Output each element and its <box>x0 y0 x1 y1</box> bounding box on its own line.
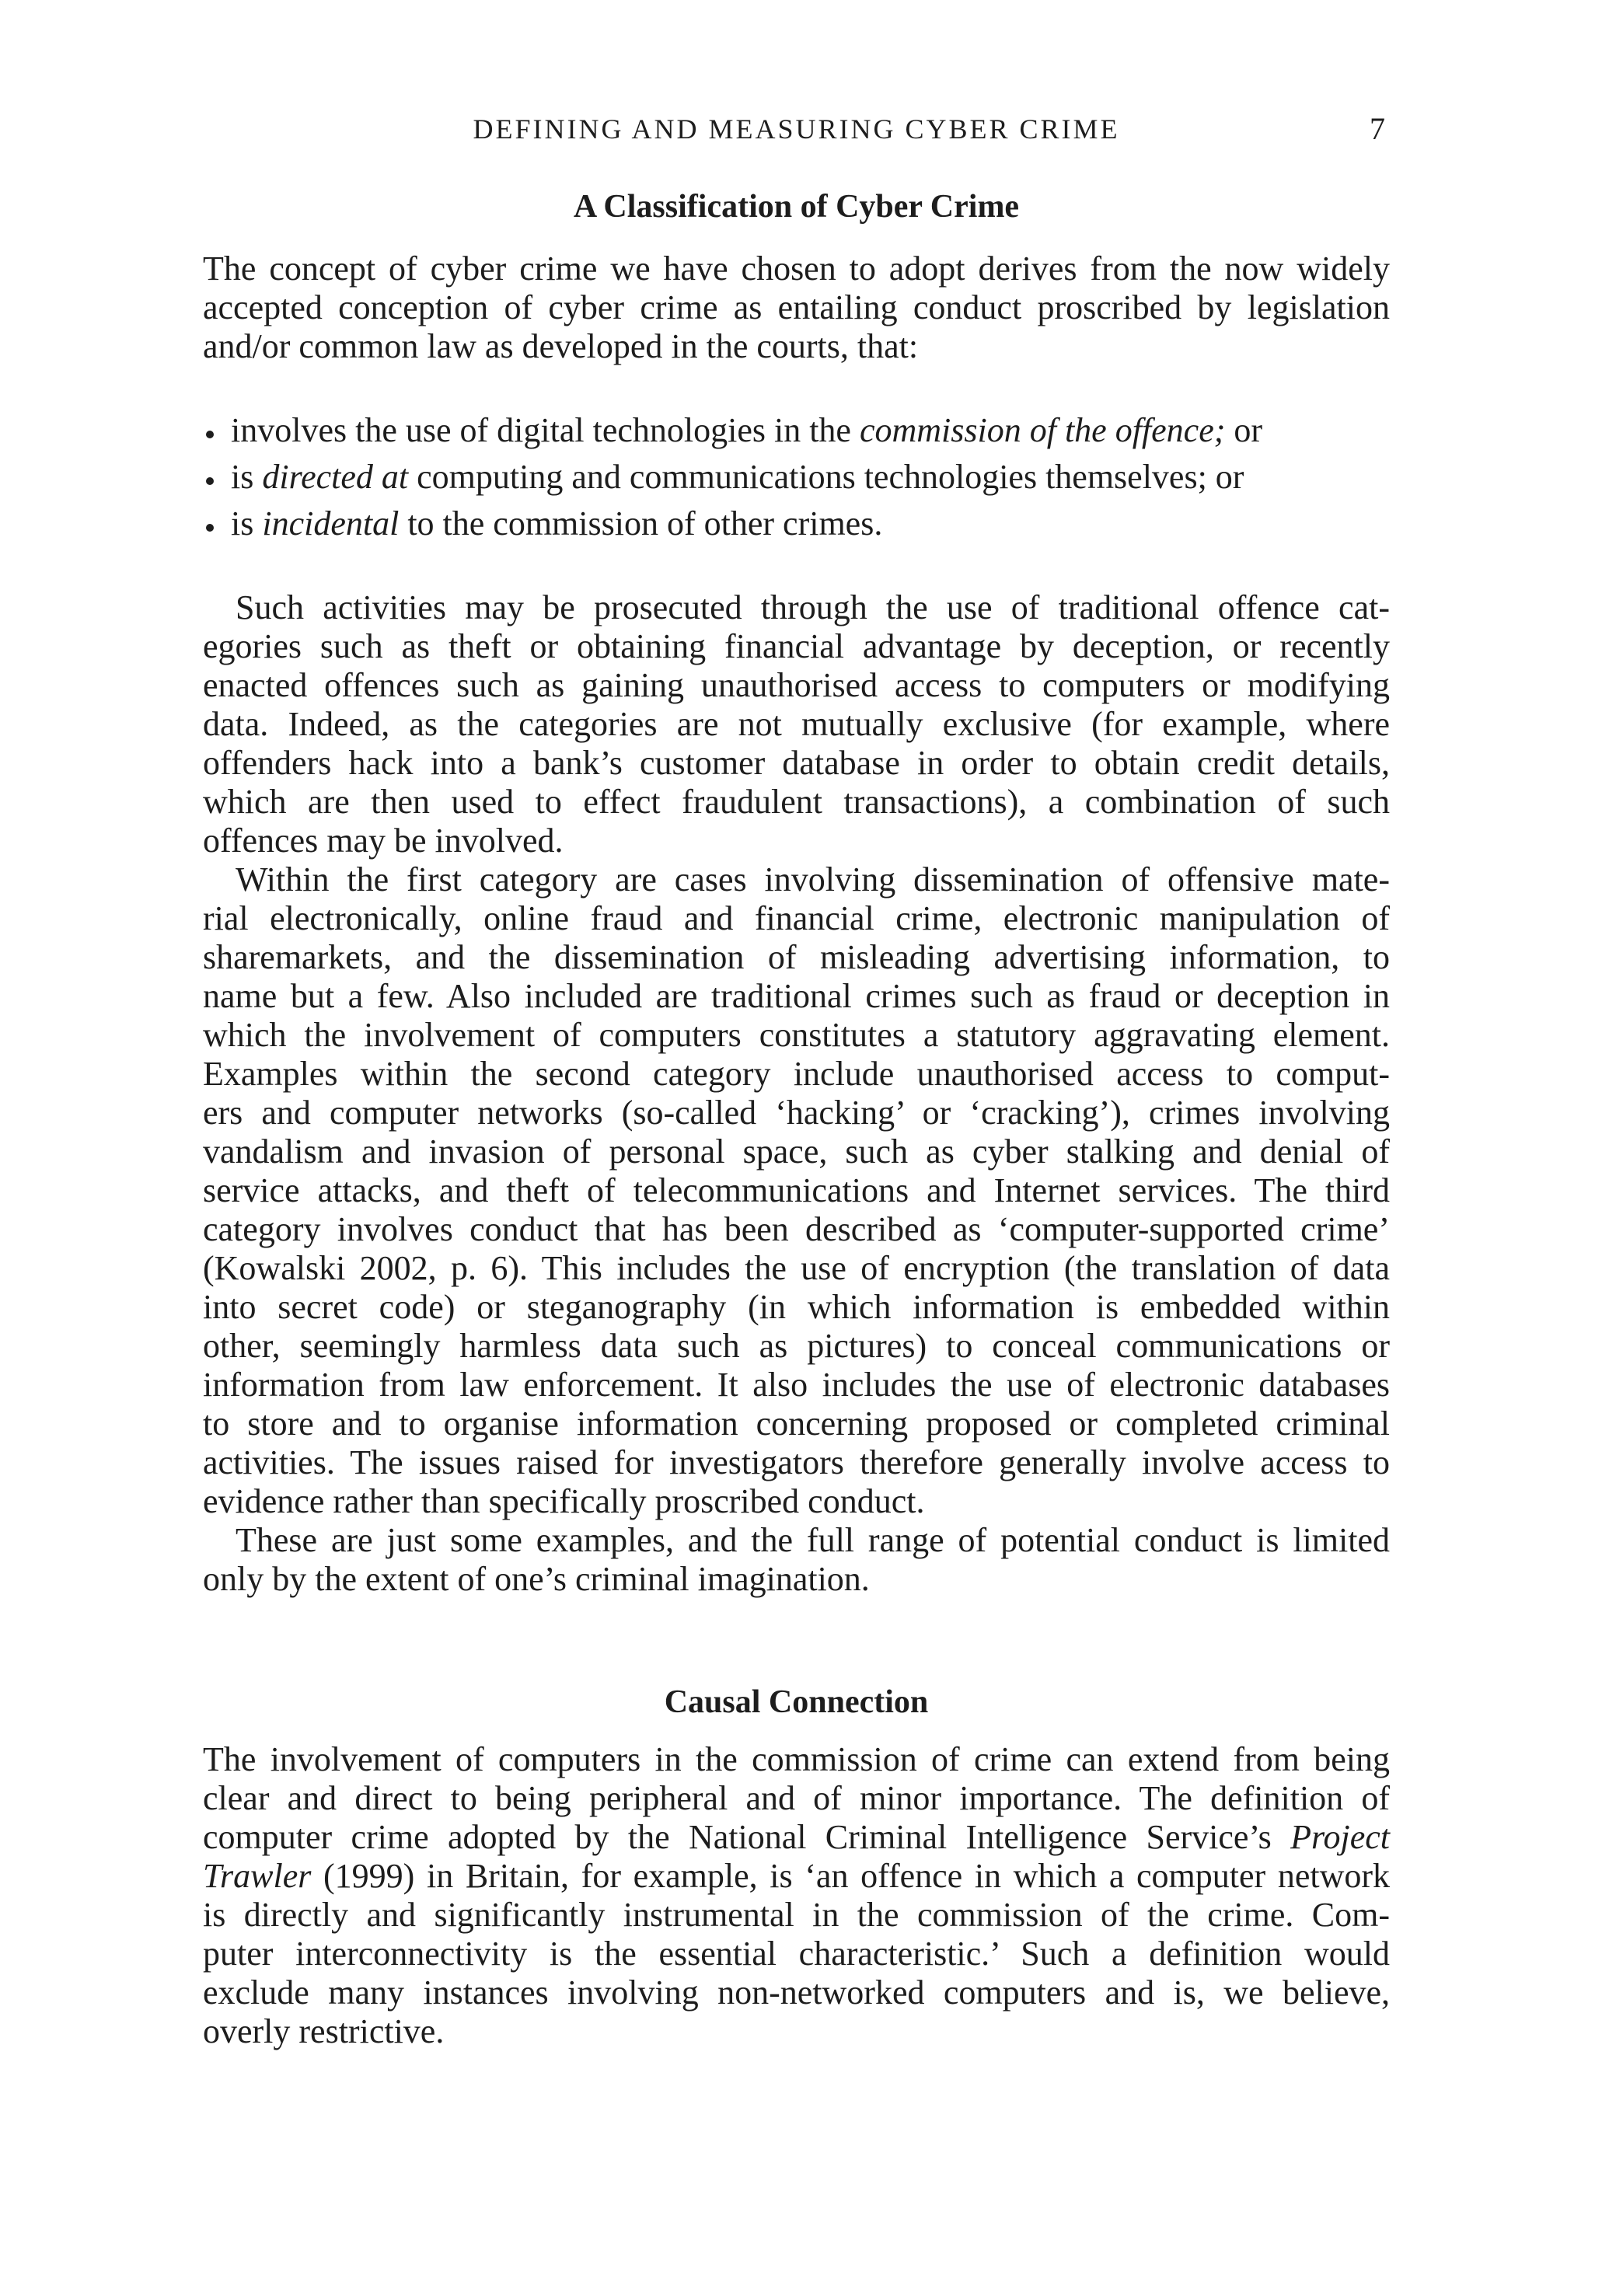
text-run: into secret code) or steganography (in which information is embedded within <box>203 1288 1390 1326</box>
text-run: offenders hack into a bank’s customer database in order to obtain credit details, <box>203 744 1390 782</box>
bullet-icon <box>206 431 214 438</box>
text-line <box>203 899 1390 938</box>
text-line <box>203 1935 1390 1973</box>
text-run: name but a few. Also included are traditional crimes such as fraud or deception in <box>203 977 1390 1015</box>
text-line <box>203 1443 1390 1482</box>
bullet-list <box>203 407 1390 547</box>
text-run: which the involvement of computers constitutes a statutory aggravating element. <box>203 1016 1390 1054</box>
text-line <box>203 1740 1390 1779</box>
text-line <box>203 288 1390 327</box>
text-line <box>203 1288 1390 1327</box>
text-run: is <box>231 504 263 543</box>
text-line <box>203 1779 1390 1818</box>
section-heading: A Classification of Cyber Crime <box>573 189 1020 225</box>
text-run: to the commission of other crimes. <box>399 504 883 543</box>
text-line <box>203 1132 1390 1171</box>
text-run: These are just some examples, and the full range of potential conduct is limited <box>236 1521 1390 1559</box>
text-run: enacted offences such as gaining unauthorised access to computers or modifying <box>203 666 1390 704</box>
text-line <box>203 1973 1390 2012</box>
text-run: activities. The issues raised for investigators therefore generally involve access to <box>203 1443 1390 1481</box>
text-line <box>203 627 1390 666</box>
text-run: (Kowalski 2002, p. 6). This includes the use of encryption (the translation of data <box>203 1249 1390 1287</box>
text-run: Within the first category are cases involving dissemination of offensive mate- <box>236 860 1390 899</box>
text-run: exclude many instances involving non-networked computers and is, we believe, <box>203 1973 1390 2012</box>
bullet-item <box>203 501 1390 547</box>
text-line <box>203 1327 1390 1366</box>
text-line <box>203 1366 1390 1404</box>
text-run: other, seemingly harmless data such as pictures) to conceal communications or <box>203 1327 1390 1365</box>
text-line <box>203 2012 1390 2051</box>
text-line <box>203 1521 1390 1560</box>
text-run: egories such as theft or obtaining financial advantage by deception, or recently <box>203 627 1390 665</box>
text-run: or <box>1225 411 1263 449</box>
text-run: category involves conduct that has been described as ‘computer-supported crime’ <box>203 1210 1390 1248</box>
text-run: offences may be involved. <box>203 822 564 860</box>
text-run: The concept of cyber crime we have chosen to adopt derives from the now widely <box>203 249 1390 288</box>
text-line <box>203 1210 1390 1249</box>
text-run: accepted conception of cyber crime as entailing conduct proscribed by legislation <box>203 288 1390 326</box>
bullet-item <box>203 454 1390 501</box>
text-run: Examples within the second category include unauthorised access to comput- <box>203 1055 1390 1093</box>
section-heading: Causal Connection <box>664 1684 929 1720</box>
paragraph <box>203 588 1390 860</box>
text-run: involves the use of digital technologies in the <box>231 411 860 449</box>
text-line <box>203 249 1390 288</box>
bullet-icon <box>206 524 214 532</box>
text-line <box>203 705 1390 744</box>
text-line <box>203 977 1390 1016</box>
italic-text: directed at <box>262 458 409 496</box>
text-run: to store and to organise information concerning proposed or completed criminal <box>203 1404 1390 1443</box>
text-line <box>203 1560 1390 1599</box>
text-line <box>203 860 1390 899</box>
text-run: only by the extent of one’s criminal imagination. <box>203 1560 870 1598</box>
paragraph <box>203 1740 1390 2051</box>
running-head <box>203 110 1390 148</box>
page-number: 7 <box>1370 111 1385 146</box>
text-line <box>203 1896 1390 1935</box>
text-line <box>203 744 1390 783</box>
text-run: is <box>231 458 263 496</box>
text-run: overly restrictive. <box>203 2012 445 2050</box>
text-line <box>203 938 1390 977</box>
paragraph <box>203 1521 1390 1599</box>
paragraph <box>203 249 1390 366</box>
text-line <box>203 327 1390 366</box>
text-line <box>203 1482 1390 1521</box>
text-line <box>203 1055 1390 1094</box>
bullet-item <box>203 407 1390 454</box>
text-run: is directly and significantly instrumental in the commission of the crime. Com- <box>203 1896 1390 1934</box>
text-run: information from law enforcement. It also includes the use of electronic databases <box>203 1366 1390 1404</box>
text-run: vandalism and invasion of personal space, such as cyber stalking and denial of <box>203 1132 1390 1171</box>
text-line <box>203 1249 1390 1288</box>
italic-text: incidental <box>262 504 400 543</box>
text-line <box>203 822 1390 860</box>
text-line <box>203 1016 1390 1055</box>
body-text <box>203 588 1390 1599</box>
text-run: The involvement of computers in the commission of crime can extend from being <box>203 1740 1390 1778</box>
text-line <box>203 666 1390 705</box>
text-run: data. Indeed, as the categories are not mutually exclusive (for example, where <box>203 705 1390 743</box>
running-head-title: DEFINING AND MEASURING CYBER CRIME <box>473 113 1120 145</box>
italic-text: Project <box>1290 1818 1390 1856</box>
text-run: evidence rather than specifically proscribed conduct. <box>203 1482 925 1520</box>
text-line <box>203 1171 1390 1210</box>
text-run: service attacks, and theft of telecommunications and Internet services. The third <box>203 1171 1390 1209</box>
text-run: rial electronically, online fraud and financial crime, electronic manipulation of <box>203 899 1390 937</box>
text-run: Such activities may be prosecuted through the use of traditional offence cat- <box>236 588 1390 626</box>
text-run: ers and computer networks (so-called ‘hacking’ or ‘cracking’), crimes involving <box>203 1094 1390 1132</box>
text-line <box>203 783 1390 822</box>
text-line <box>203 1818 1390 1857</box>
text-run: and/or common law as developed in the courts, that: <box>203 327 919 365</box>
text-line <box>203 1094 1390 1132</box>
text-line <box>203 588 1390 627</box>
text-run: clear and direct to being peripheral and of minor importance. The definition of <box>203 1779 1390 1817</box>
text-line <box>203 1857 1390 1896</box>
paragraph <box>203 860 1390 1521</box>
bullet-icon <box>206 477 214 485</box>
text-line <box>203 1404 1390 1443</box>
text-run: which are then used to effect fraudulent transactions), a combination of such <box>203 783 1390 821</box>
text-run: sharemarkets, and the dissemination of misleading advertising information, to <box>203 938 1390 976</box>
italic-text: Trawler <box>203 1857 312 1895</box>
text-run: (1999) in Britain, for example, is ‘an offence in which a computer network <box>311 1857 1390 1895</box>
text-run: puter interconnectivity is the essential characteristic.’ Such a definition would <box>203 1935 1390 1973</box>
italic-text: commission of the offence; <box>859 411 1226 449</box>
text-run: computing and communications technologies themselves; or <box>408 458 1244 496</box>
text-run: computer crime adopted by the National Criminal Intelligence Service’s <box>203 1818 1291 1856</box>
